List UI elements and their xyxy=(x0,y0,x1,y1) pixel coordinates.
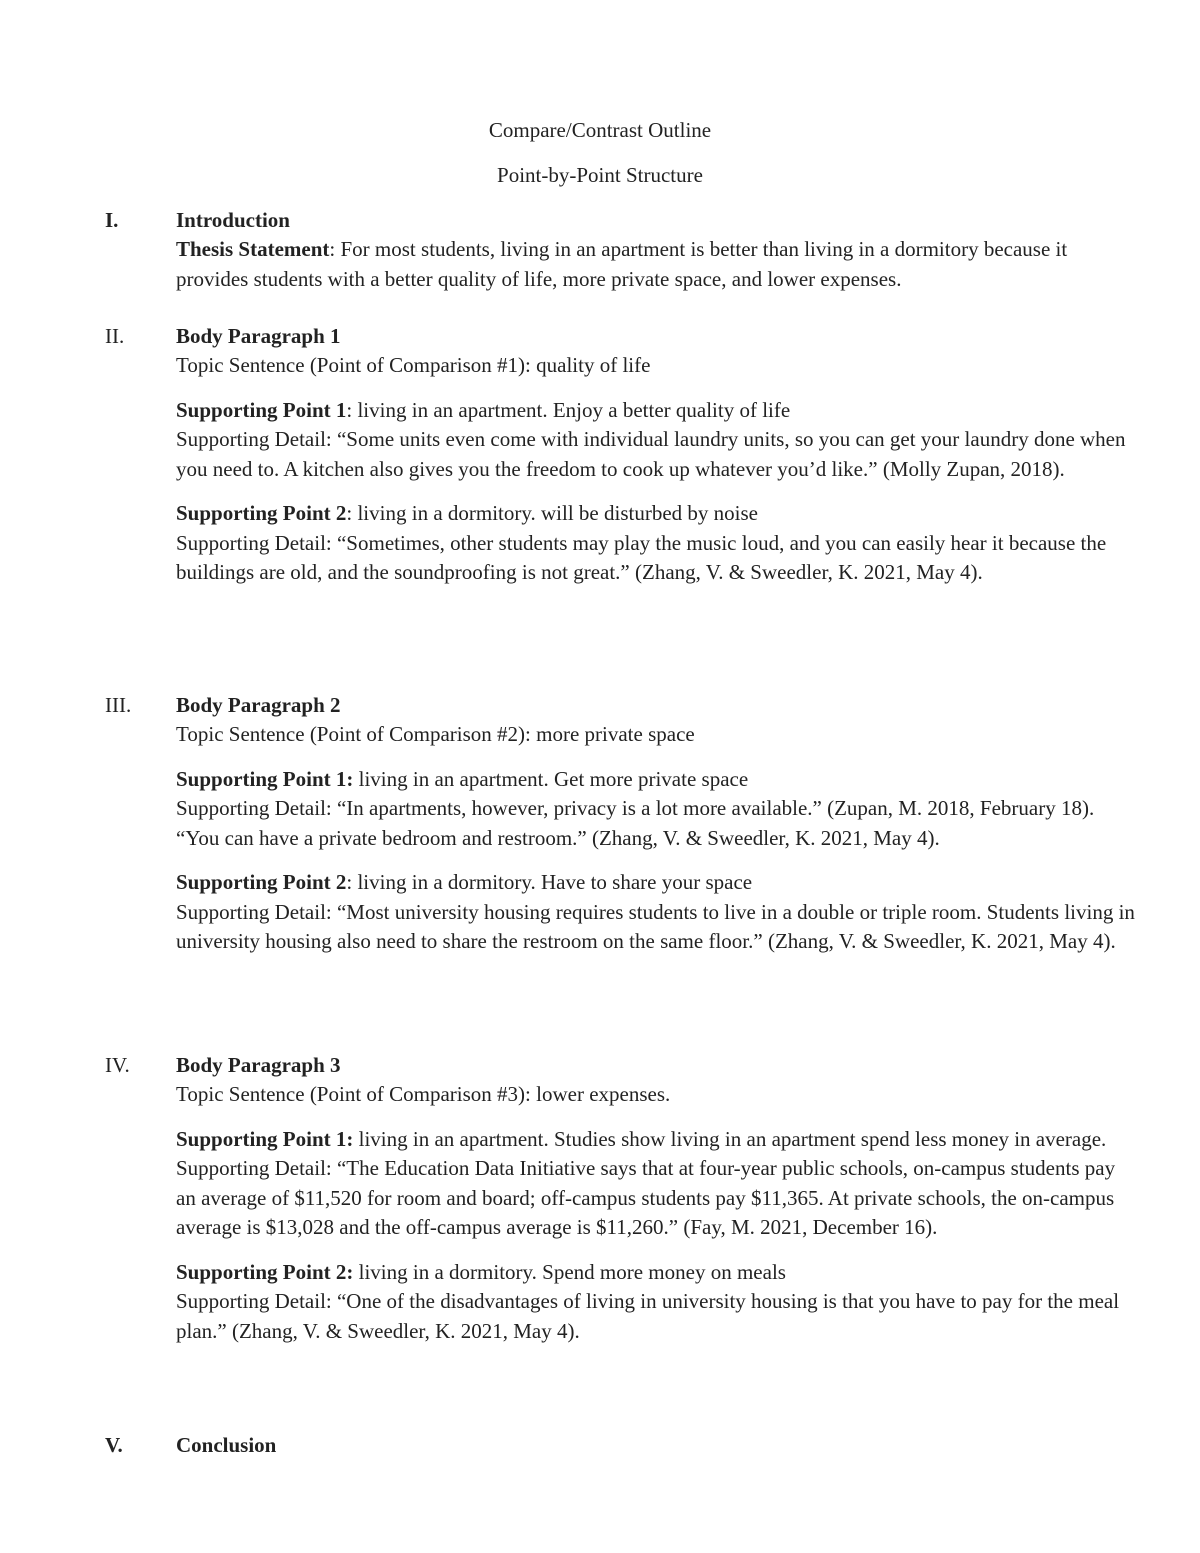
section-heading: Body Paragraph 1 xyxy=(176,324,341,348)
supporting-point-text: living in a dormitory. Spend more money on meals xyxy=(353,1259,786,1284)
supporting-point-label: Supporting Point 1: xyxy=(176,1126,354,1151)
section-heading: Introduction xyxy=(176,208,290,232)
thesis-label: Thesis Statement xyxy=(176,237,330,261)
supporting-point xyxy=(176,868,1136,898)
section-numeral: IV. xyxy=(105,1053,130,1077)
section-numeral: II. xyxy=(105,324,125,348)
thesis-statement xyxy=(176,235,1136,294)
supporting-detail: Supporting Detail: “Most university housing requires students to live in a double or triple room. Students living in university housing also need to share the restroom on the same floor.” (Zhang, V. & Sweedler, K. 2021, May 4). xyxy=(176,899,1135,953)
section-numeral: I. xyxy=(105,208,119,232)
supporting-point xyxy=(176,765,1136,795)
supporting-detail: Supporting Detail: “One of the disadvantages of living in university housing is that you have to pay for the meal plan.” (Zhang, V. & Sweedler, K. 2021, May 4). xyxy=(176,1289,1120,1343)
section-heading: Body Paragraph 3 xyxy=(176,1053,341,1077)
supporting-point-text: living in an apartment. Studies show living in an apartment spend less money in average. xyxy=(353,1126,1107,1151)
topic-sentence: Topic Sentence (Point of Comparison #2): more private space xyxy=(176,722,695,746)
supporting-point-label: Supporting Point 2 xyxy=(176,870,347,894)
topic-sentence: Topic Sentence (Point of Comparison #1): quality of life xyxy=(176,353,651,377)
section-heading: Conclusion xyxy=(176,1433,277,1457)
section-numeral: III. xyxy=(105,693,132,717)
topic-sentence: Topic Sentence (Point of Comparison #3): lower expenses. xyxy=(176,1082,671,1106)
supporting-point-label: Supporting Point 2: xyxy=(176,1259,354,1284)
supporting-point-text: : living in a dormitory. Have to share your space xyxy=(346,870,753,894)
supporting-point xyxy=(176,499,1136,529)
supporting-point xyxy=(176,1258,1136,1288)
supporting-point-label: Supporting Point 2 xyxy=(176,501,347,525)
supporting-point xyxy=(176,1125,1136,1155)
supporting-point-text: : living in an apartment. Enjoy a better quality of life xyxy=(346,397,791,422)
section-numeral: V. xyxy=(105,1433,123,1457)
supporting-point-label: Supporting Point 1: xyxy=(176,766,354,791)
supporting-detail: Supporting Detail: “Sometimes, other students may play the music loud, and you can easily hear it because the buildings are old, and the soundproofing is not great.” (Zhang, V. & Sweedler, K. 2021, May 4). xyxy=(176,530,1107,584)
section-heading: Body Paragraph 2 xyxy=(176,693,341,717)
document-title: Compare/Contrast Outline xyxy=(488,118,712,142)
supporting-detail: Supporting Detail: “Some units even come with individual laundry units, so you can get your laundry done when you need to. A kitchen also gives you the freedom to cook up whatever you’d like.” (Molly Zupan, 2018). xyxy=(176,427,1126,481)
supporting-detail: Supporting Detail: “The Education Data Initiative says that at four-year public schools, on-campus students pay an average of $11,520 for room and board; off-campus students pay $11,365. At private schools, the on-campus average is $13,028 and the off-campus average is $11,260.” (Fay, M. 2021, December 16). xyxy=(176,1156,1116,1239)
supporting-point-label: Supporting Point 1 xyxy=(176,397,347,422)
supporting-point-text: living in an apartment. Get more private space xyxy=(353,766,749,791)
supporting-point-text: : living in a dormitory. will be disturbed by noise xyxy=(346,501,758,525)
supporting-detail: Supporting Detail: “In apartments, however, privacy is a lot more available.” (Zupan, M. 2018, February 18). “You can have a private bedroom and restroom.” (Zhang, V. & Sweedler, K. 2021, May 4). xyxy=(176,796,1095,850)
supporting-point xyxy=(176,396,1136,426)
thesis-text: : For most students, living in an apartment is better than living in a dormitory because it provides students with a better quality of life, more private space, and lower expenses. xyxy=(176,237,1068,291)
document-subtitle: Point-by-Point Structure xyxy=(497,163,703,187)
